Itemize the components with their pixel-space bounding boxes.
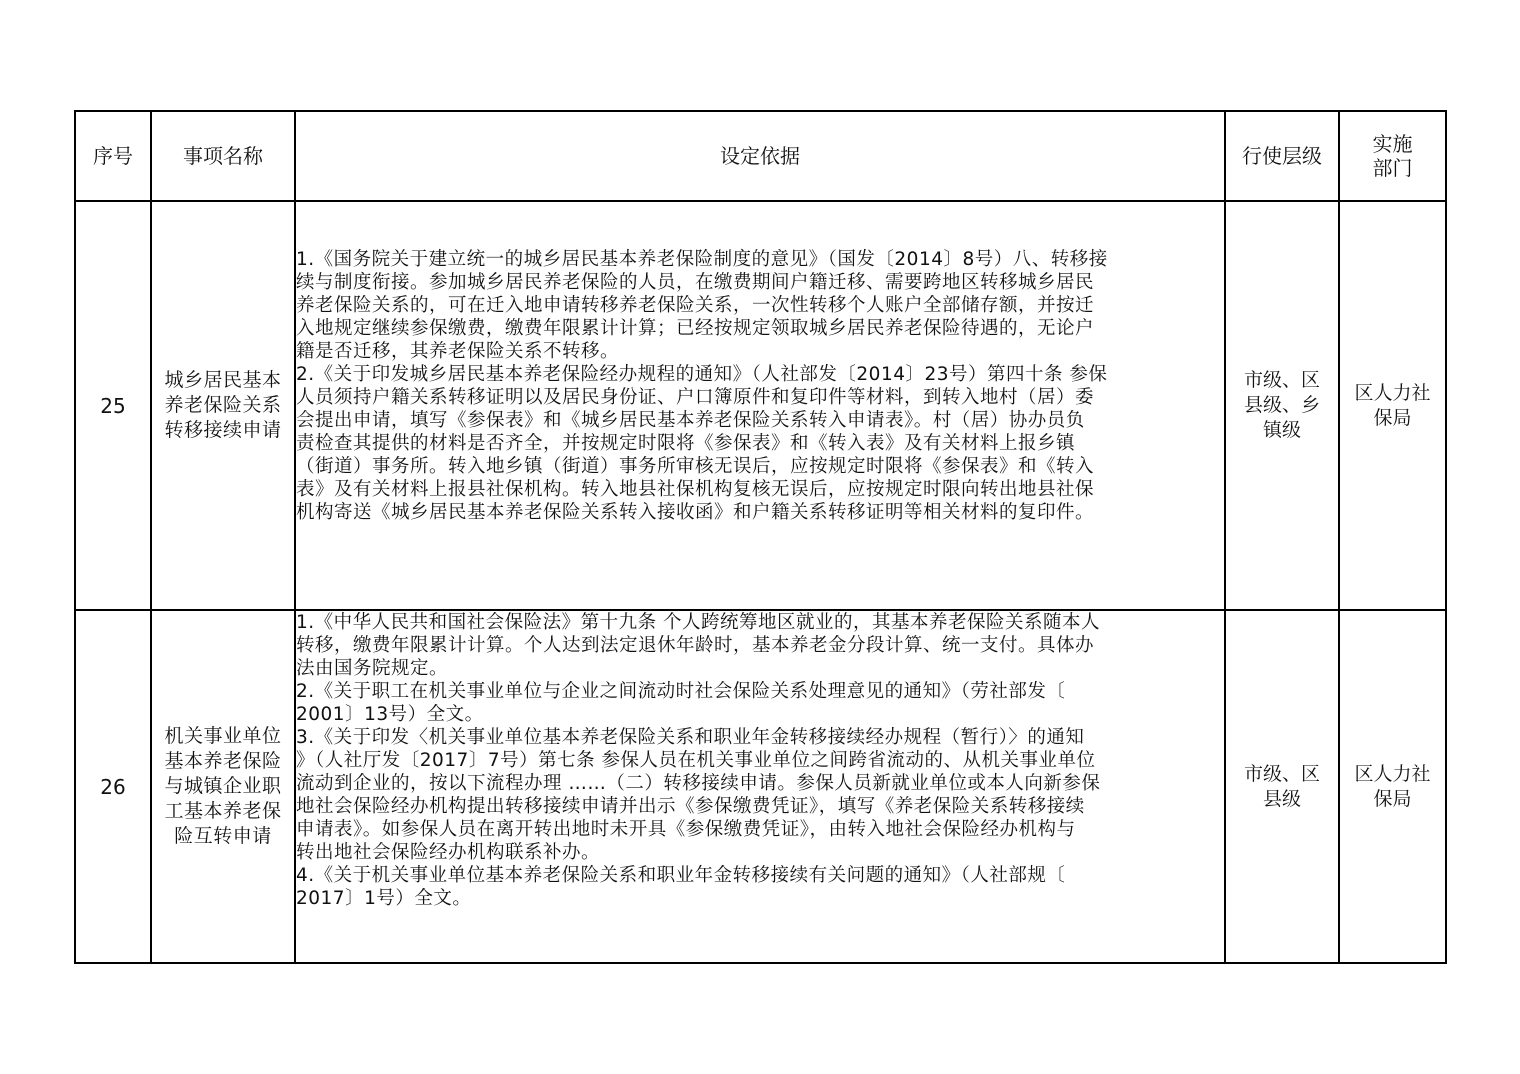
basis-line: 会提出申请，填写《参保表》和《城乡居民基本养老保险关系转入申请表》。村（居）协办员负 [296, 410, 1085, 431]
header-item-name: 事项名称 [151, 111, 295, 201]
basis-line: 转移，缴费年限累计计算。个人达到法定退休年龄时，基本养老金分段计算、统一支付。具体办 [296, 635, 1095, 656]
basis-line: 转出地社会保险经办机构联系补办。 [296, 842, 601, 863]
items-table [74, 110, 1447, 964]
item-name-line: 养老保险关系 [164, 394, 282, 416]
basis-line: 表》及有关材料上报县社保机构。转入地县社保机构复核无误后，应按规定时限向转出地县社保 [296, 479, 1095, 500]
basis-line: 法由国务院规定。 [296, 658, 449, 679]
item-name-line: 转移接续申请 [164, 419, 282, 441]
basis-line: 责检查其提供的材料是否齐全，并按规定时限将《参保表》和《转入表》及有关材料上报乡镇 [296, 433, 1076, 454]
basis-line: 1.《中华人民共和国社会保险法》第十九条 个人跨统筹地区就业的，其基本养老保险关系随本人 [296, 612, 1101, 633]
basis-line: （街道）事务所。转入地乡镇（街道）事务所审核无误后，应按规定时限将《参保表》和《转入 [296, 456, 1095, 477]
header-no: 序号 [75, 111, 151, 201]
level-line: 市级、区 [1243, 369, 1320, 391]
basis-line: 》（人社厅发〔2017〕7号）第七条 参保人员在机关事业单位之间跨省流动的、从机关事业单位 [296, 750, 1096, 771]
exercise-level [1225, 610, 1339, 963]
basis-line: 2001〕13号）全文。 [296, 704, 484, 725]
header-department-line-1: 实施 [1372, 132, 1413, 156]
item-name-line: 基本养老保险 [164, 750, 282, 772]
level-line: 市级、区 [1243, 762, 1320, 785]
dept-line: 区人力社 [1354, 381, 1431, 404]
item-name-line: 机关事业单位 [164, 725, 282, 747]
basis-line: 养老保险关系的，可在迁入地申请转移养老保险关系，一次性转移个人账户全部储存额，并按迁 [296, 295, 1095, 316]
basis-line: 3.《关于印发〈机关事业单位基本养老保险关系和职业年金转移接续经办规程（暂行）〉的通知 [296, 727, 1085, 748]
item-name-line: 与城镇企业职 [164, 775, 282, 797]
item-name [151, 201, 295, 610]
basis-line: 2.《关于印发城乡居民基本养老保险经办规程的通知》（人社部发〔2014〕23号）第四十条 参保 [296, 364, 1108, 385]
table-header-row [75, 111, 1446, 201]
basis-line: 籍是否迁移，其养老保险关系不转移。 [296, 341, 620, 362]
basis-line: 1.《国务院关于建立统一的城乡居民基本养老保险制度的意见》（国发〔2014〕8号）八、转移接 [296, 249, 1108, 270]
dept-line: 保局 [1373, 406, 1412, 429]
implementing-department [1339, 610, 1446, 963]
basis-line: 2017〕1号）全文。 [296, 888, 472, 909]
dept-line: 保局 [1373, 787, 1412, 810]
dept-line: 区人力社 [1354, 762, 1431, 785]
basis-line: 续与制度衔接。参加城乡居民养老保险的人员，在缴费期间户籍迁移、需要跨地区转移城乡居民 [296, 272, 1095, 293]
header-department-line-2: 部门 [1372, 156, 1413, 180]
basis-line: 流动到企业的，按以下流程办理 ……（二）转移接续申请。参保人员新就业单位或本人向新参保 [296, 773, 1101, 794]
level-line: 县级、乡 [1243, 394, 1320, 416]
basis-line: 申请表》。如参保人员在离开转出地时未开具《参保缴费凭证》，由转入地社会保险经办机构与 [296, 819, 1076, 840]
basis-line: 2.《关于职工在机关事业单位与企业之间流动时社会保险关系处理意见的通知》（劳社部发〔 [296, 681, 1066, 702]
item-name-line: 险互转申请 [174, 825, 272, 847]
header-department [1339, 111, 1446, 201]
table-row [75, 610, 1446, 963]
table-row [75, 201, 1446, 610]
header-level: 行使层级 [1225, 111, 1339, 201]
legal-basis [295, 201, 1225, 610]
item-name-line: 工基本养老保 [164, 800, 282, 822]
implementing-department [1339, 201, 1446, 610]
legal-basis [295, 610, 1225, 963]
basis-line: 地社会保险经办机构提出转移接续申请并出示《参保缴费凭证》，填写《养老保险关系转移接续 [296, 796, 1085, 817]
basis-line: 机构寄送《城乡居民基本养老保险关系转入接收函》和户籍关系转移证明等相关材料的复印件。 [296, 502, 1095, 523]
level-line: 镇级 [1262, 419, 1301, 441]
header-basis: 设定依据 [295, 111, 1225, 201]
item-name-line: 城乡居民基本 [164, 369, 282, 391]
level-line: 县级 [1262, 787, 1301, 810]
exercise-level [1225, 201, 1339, 610]
basis-line: 人员须持户籍关系转移证明以及居民身份证、户口簿原件和复印件等材料，到转入地村（居）委 [296, 387, 1095, 408]
row-number: 26 [75, 610, 151, 963]
basis-line: 入地规定继续参保缴费，缴费年限累计计算；已经按规定领取城乡居民养老保险待遇的，无论户 [296, 318, 1095, 339]
item-name [151, 610, 295, 963]
row-number: 25 [75, 201, 151, 610]
basis-line: 4.《关于机关事业单位基本养老保险关系和职业年金转移接续有关问题的通知》（人社部规〔 [296, 865, 1066, 886]
